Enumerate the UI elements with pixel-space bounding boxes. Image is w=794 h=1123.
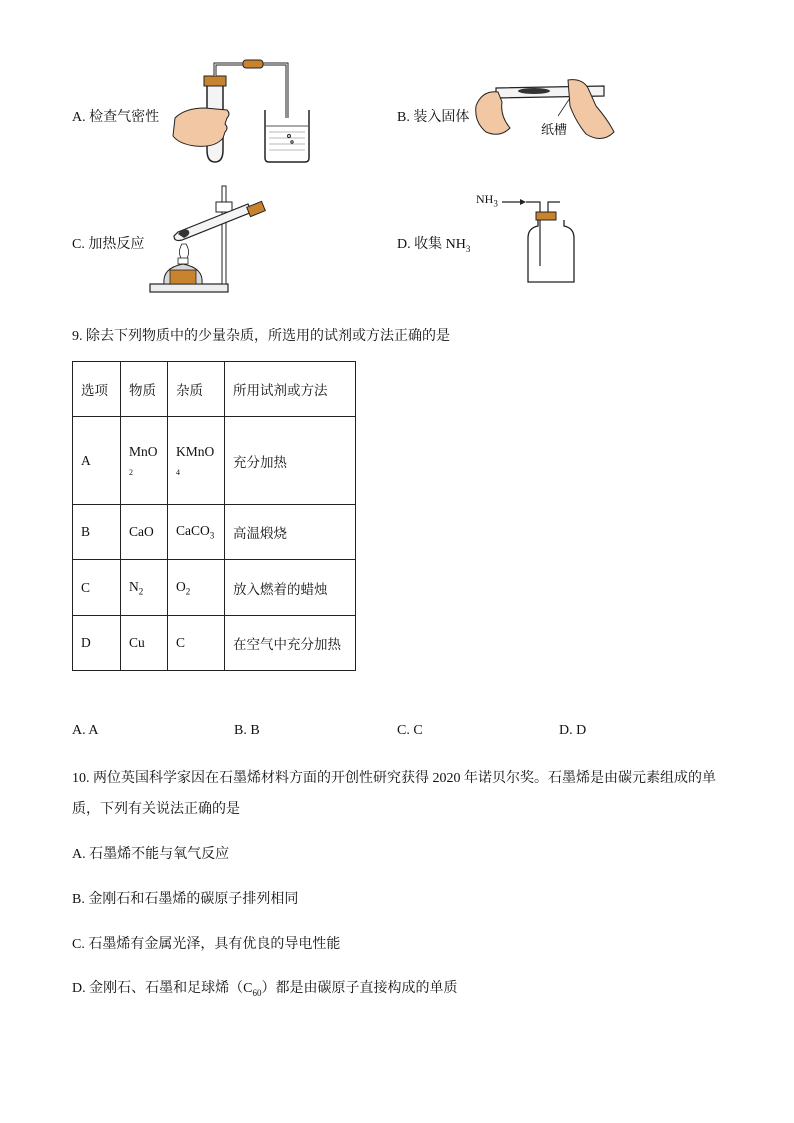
option-cell: C [73,560,121,616]
q10-stem-line1: 10. 两位英国科学家因在石墨烯材料方面的开创性研究获得 2020 年诺贝尔奖。石墨烯是由碳元素组成的单 [72,771,716,786]
q8-option-c-label: C. 加热反应 [72,237,145,252]
q9-stem: 9. 除去下列物质中的少量杂质，所选用的试剂或方法正确的是 [72,329,450,344]
substance-cell: $N_2$ [121,560,168,616]
option-cell: A [73,417,121,505]
q8-option-b-label: B. 装入固体 [397,110,470,125]
q8-option-a-label: A. 检查气密性 [72,110,160,125]
airtightness-check-figure [165,58,315,166]
q10-option-c: C. 石墨烯有金属光泽，具有优良的导电性能 [72,937,341,952]
q10-option-d: D. 金刚石、石墨和足球烯$(C_{60})$都是由碳原子直接构成的单质 [72,981,458,998]
table-row [73,616,356,671]
substance-cell: Cu [121,616,168,671]
method-cell: 高温煅烧 [225,505,356,560]
q10-option-b: B. 金刚石和石墨烯的碳原子排列相同 [72,892,299,907]
impurity-cell: C [168,616,225,671]
nh3-arrow-label: $NH_3$ [476,192,498,209]
q9-options-table [72,361,356,671]
table-header-cell: 杂质 [168,362,225,417]
option-cell: B [73,505,121,560]
table-header-row [73,362,356,417]
q10-option-a: A. 石墨烯不能与氧气反应 [72,847,230,862]
q10-stem-line2: 质，下列有关说法正确的是 [72,802,240,817]
paper-trough-label: 纸槽 [541,122,568,137]
impurity-cell: $O_2$ [168,560,225,616]
method-cell: 在空气中充分加热 [225,616,356,671]
substance-cell: CaO [121,505,168,560]
q9-answer-d: D. D [559,723,587,738]
table-header-cell: 物质 [121,362,168,417]
table-header-cell: 所用试剂或方法 [225,362,356,417]
table-row [73,560,356,616]
impurity-cell: KMnO 4 [168,417,225,505]
q8-option-d-label: D. 收集 $NH_3$ [397,237,471,254]
q9-answer-c: C. C [397,723,423,738]
heating-reaction-figure [148,184,270,296]
q9-answer-a: A. A [72,723,99,738]
table-row [73,505,356,560]
gas-collection-bottle-figure [500,194,580,286]
option-cell: D [73,616,121,671]
substance-cell: MnO 2 [121,417,168,505]
q9-answer-b: B. B [234,723,260,738]
method-cell: 放入燃着的蜡烛 [225,560,356,616]
impurity-cell: CaCO$_3$ [168,505,225,560]
table-row [73,417,356,505]
table-header-cell: 选项 [73,362,121,417]
method-cell: 充分加热 [225,417,356,505]
